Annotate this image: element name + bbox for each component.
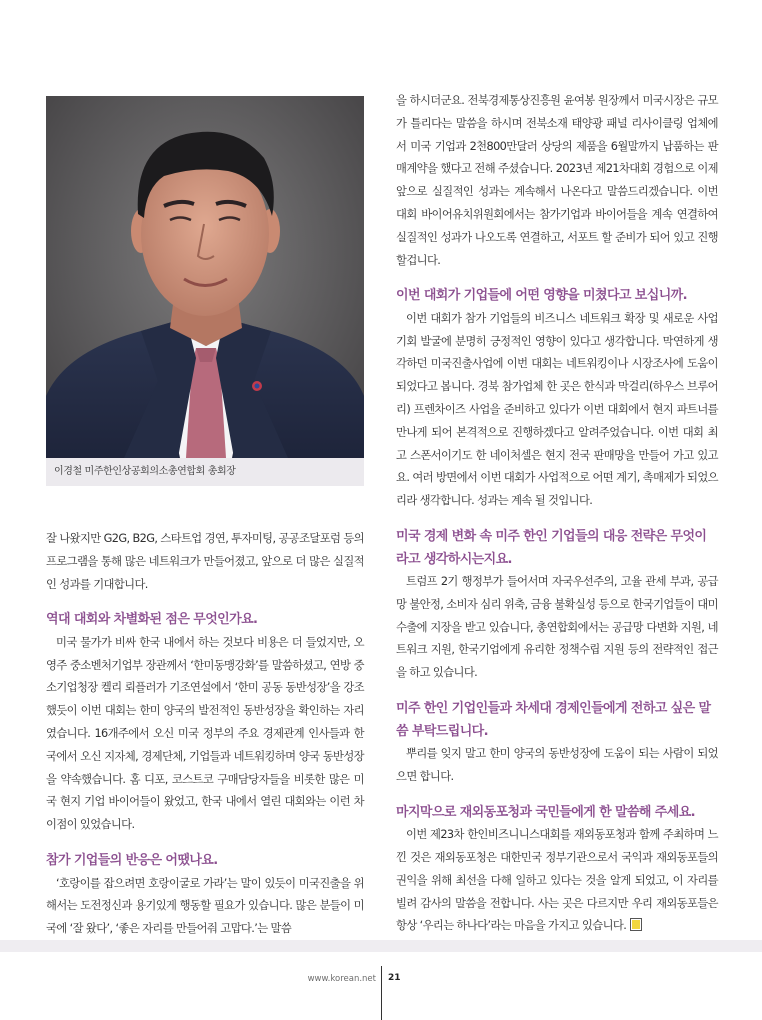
body-paragraph: 이번 제23차 한인비즈니니스대회를 재외동포청과 함께 주최하며 느낀 것은 재외동포청은 대한민국 정부기관으로서 국익과 재외동포들의 권익을 위해 최선을 다해 일하고 있다는 것을 알게 되었고, 이 자리를 빌려 감사의 말씀을 전합니다. 사는 곳은 다르지만 우리 재외동포들은 항상 ‘우리는 하나다’라는 마음을 가지고 있습니다.: [396, 828, 718, 933]
section-heading: 이번 대회가 기업들에 어떤 영향을 미쳤다고 보십니까.: [396, 288, 687, 304]
footer-band: [0, 940, 762, 952]
footer-url: www.korean.net: [307, 974, 376, 984]
body-paragraph: ‘호랑이를 잡으려면 호랑이굴로 가라’는 말이 있듯이 미국진출을 위해서는 도전정신과 용기있게 행동할 필요가 있습니다. 많은 분들이 미국에 ‘잘 왔다’, ‘좋은 자리를 만들어줘 고맙다.’는 말씀: [46, 876, 364, 936]
portrait-image: [46, 96, 364, 486]
end-mark-icon: [630, 918, 642, 931]
right-column: [396, 90, 718, 938]
section-heading: 역대 대회와 차별화된 점은 무엇인가요.: [46, 612, 258, 628]
section-heading: 미주 한인 기업인들과 차세대 경제인들에게 전하고 싶은 말씀 부탁드립니다.: [396, 701, 711, 739]
section-heading: 참가 기업들의 반응은 어땠나요.: [46, 853, 218, 869]
footer-divider: [381, 966, 382, 1020]
page-number: 21: [388, 973, 401, 983]
photo-caption: 이경철 미주한인상공회의소총연합회 총회장: [46, 458, 364, 486]
body-paragraph: 트럼프 2기 행정부가 들어서며 자국우선주의, 고율 관세 부과, 공급망 불안정, 소비자 심리 위축, 금융 불확실성 등으로 한국기업들이 대미 수출에 지장을 받고 있습니다, 총연합회에서는 공급망 다변화 지원, 네트워크 지원, 한국기업에게 유리한 정책수립 지원 등의 전략적인 접근을 하고 있습니다.: [396, 575, 718, 680]
section-heading: 미국 경제 변화 속 미주 한인 기업들의 대응 전략은 무엇이라고 생각하시는지요.: [396, 529, 707, 567]
section-heading: 마지막으로 재외동포청과 국민들에게 한 말씀해 주세요.: [396, 804, 696, 820]
body-paragraph: 미국 물가가 비싸 한국 내에서 하는 것보다 비용은 더 들었지만, 오영주 중소벤처기업부 장관께서 ‘한미동맹강화’를 말씀하셨고, 연방 중소기업청장 켈리 뢰플러가 기조연설에서 ‘한미 공동 동반성장’을 강조했듯이 이번 대회는 한미 양국의 발전적인 동반성장을 확인하는 자리였습니다. 16개주에서 오신 미국 정부의 주요 경제관계 인사들과 한국에서 오신 지자체, 경제단체, 기업들과 네트워킹하며 양국 동반성장을 약속했습니다. 홈 디포, 코스트코 구매담당자들을 비롯한 많은 미국 현지 기업 바이어들이 왔었고, 한국 내에서 열린 대회와는 이런 차이점이 있었습니다.: [46, 635, 364, 832]
body-paragraph: 을 하시더군요. 전북경제통상진흥원 윤여봉 원장께서 미국시장은 규모가 틀리다는 말씀을 하시며 전북소재 태양광 패널 리사이클링 업체에서 미국 기업과 2천800만달러 상당의 제품을 6월말까지 납품하는 판매계약을 했다고 전해 주셨습니다. 2023년 제21차대회 경험으로 이제 앞으로 실질적인 성과는 계속해서 나온다고 말씀드리겠습니다. 이번 대회 바이어유치위원회에서는 참가기업과 바이어들을 계속 연결하여 실질적인 성과가 나오도록 연결하고, 서포트 할 준비가 되어 있고 진행할겁니다.: [396, 94, 718, 267]
body-paragraph: 뿌리를 잊지 말고 한미 양국의 동반성장에 도움이 되는 사람이 되었으면 합니다.: [396, 747, 718, 783]
body-paragraph: 이번 대회가 참가 기업들의 비즈니스 네트워크 확장 및 새로운 사업 기회 발굴에 분명히 긍정적인 영향이 있다고 생각합니다. 막연하게 생각하던 미국진출사업에 이번 대회는 네트워킹이나 시장조사에 도움이 되었다고 봅니다. 경북 참가업체 한 곳은 한식과 막걸리(하우스 브루어리) 프렌차이즈 사업을 준비하고 있다가 이번 대회에서 현지 파트너를 만나게 되어 본격적으로 진행하겠다고 알려주었습니다. 이번 대회 최고 스폰서이기도 한 네이처셀은 현지 전국 판매망을 만들어 가고 있고요. 여러 방면에서 이번 대회가 사업적으로 어떤 계기, 촉매제가 되었으리라 생각합니다. 성과는 계속 될 것입니다.: [396, 311, 718, 508]
interview-photo: [46, 96, 364, 486]
left-column: [46, 528, 364, 941]
body-paragraph: 잘 나왔지만 G2G, B2G, 스타트업 경연, 투자미팅, 공공조달포럼 등의 프로그램을 통해 많은 네트워크가 만들어졌고, 앞으로 더 많은 실질적인 성과를 기대합니다.: [46, 532, 364, 591]
